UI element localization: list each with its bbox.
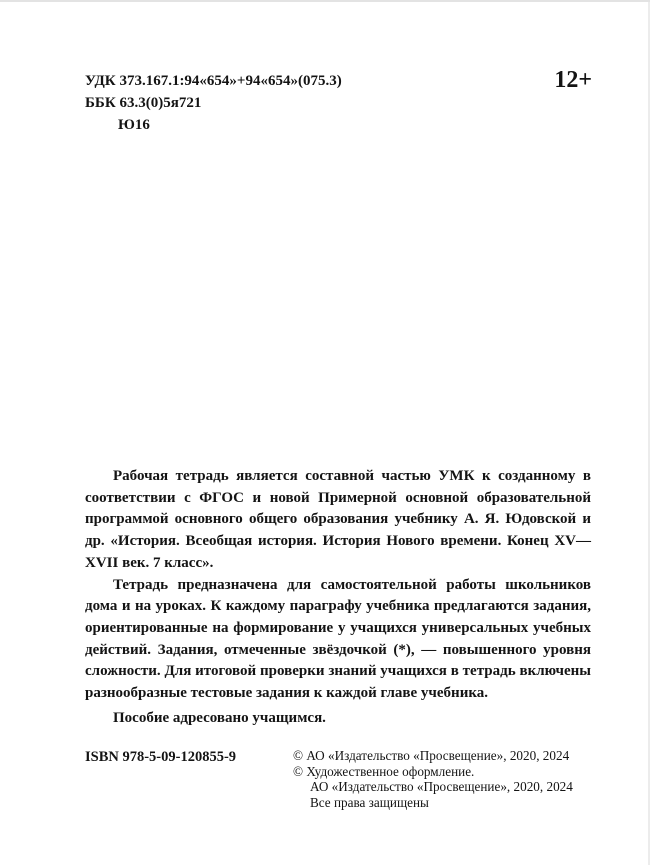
age-rating-badge: 12+ (554, 67, 592, 93)
copyright-line-rights: Все права защищены (310, 794, 429, 810)
annotation-block (85, 466, 591, 729)
copyright-line-publisher: © АО «Издательство «Просвещение», 2020, 2024 (293, 748, 570, 763)
udk-line: УДК 373.167.1:94«654»+94«654»(075.3) (85, 73, 342, 89)
bbk-line: ББК 63.3(0)5я721 (85, 95, 202, 111)
bibliographic-block (85, 70, 342, 136)
isbn-line: ISBN 978-5-09-120855-9 (85, 749, 237, 765)
annotation-paragraph-3: Пособие адресовано учащимся. (113, 709, 326, 726)
copyright-block (293, 748, 573, 810)
author-sign-code: Ю16 (118, 117, 150, 133)
annotation-paragraph-1: Рабочая тетрадь является составной частью УМК к созданному в соответствии с ФГОС и новой Примерной основной образовательной программой основного общего образования учебнику А. Я. Юдовской и др. «История. Всеобщая история. История Нового времени. Конец XV—XVII век. 7 класс». (85, 468, 591, 571)
annotation-paragraph-2: Тетрадь предназначена для самостоятельной работы школьников дома и на уроках. К каждому параграфу учебника предлагаются задания, ориентированные на формирование у учащихся универсальных учебных действий. Задания, отмеченные звёздочкой (*), — повышенного уровня сложности. Для итоговой проверки знаний учащихся в тетрадь включены разнообразные тестовые задания к каждой главе учебника. (85, 576, 591, 702)
copyright-line-artwork: © Художественное оформление. (293, 763, 475, 779)
copyright-line-publisher-2: АО «Издательство «Просвещение», 2020, 2024 (310, 779, 573, 795)
